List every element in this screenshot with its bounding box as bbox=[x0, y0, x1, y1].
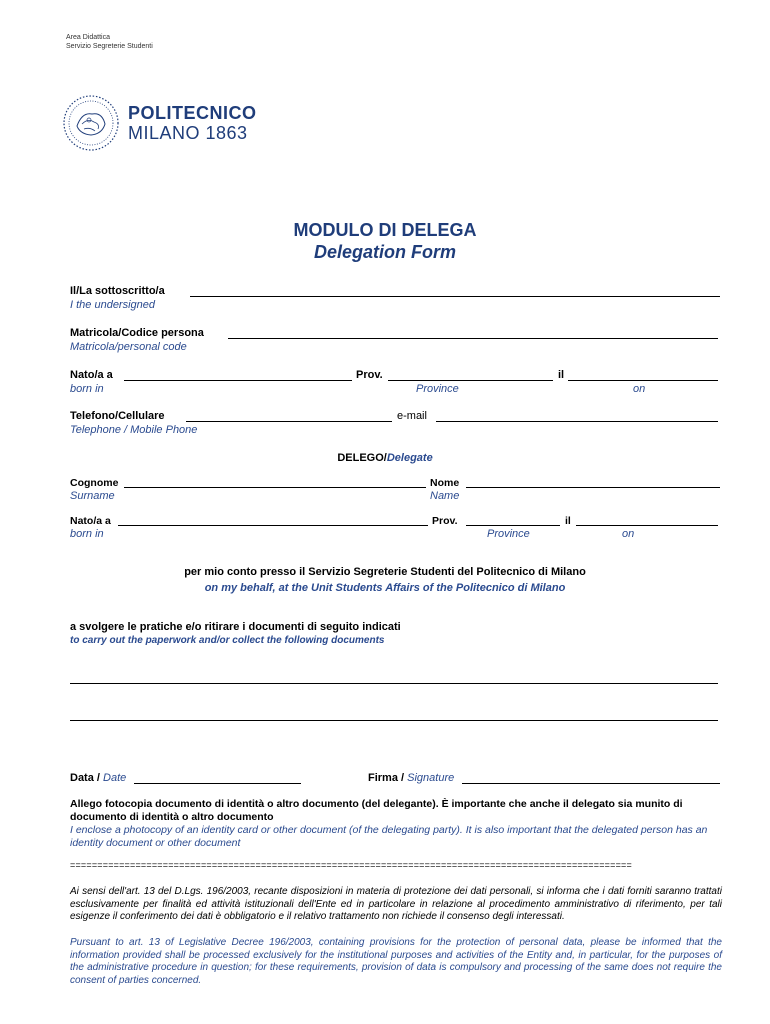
matricola-label: Matricola/Codice persona bbox=[70, 327, 204, 339]
email-label: e-mail bbox=[397, 410, 427, 422]
matricola-field[interactable] bbox=[228, 338, 718, 339]
attach-note-en: I enclose a photocopy of an identity card or other document (of the delegating party). It is also important that the delegated person has an identity document or other document bbox=[70, 824, 708, 849]
born-date-label: il bbox=[558, 369, 565, 381]
undersigned-sub: I the undersigned bbox=[70, 299, 156, 311]
born-prov-sub: Province bbox=[416, 383, 459, 395]
born-label: Nato/a a bbox=[70, 369, 113, 381]
undersigned-field[interactable] bbox=[190, 296, 720, 297]
signature-label-en: Signature bbox=[407, 772, 455, 784]
behalf-it: per mio conto presso il Servizio Segreterie Studenti del Politecnico di Milano bbox=[184, 566, 586, 578]
delegate-born-sub: born in bbox=[70, 528, 104, 540]
delegate-date-field[interactable] bbox=[576, 525, 718, 526]
department-header bbox=[66, 33, 153, 51]
date-label-it: Data / bbox=[70, 772, 100, 784]
date-field[interactable] bbox=[134, 783, 301, 784]
phone-field[interactable] bbox=[186, 421, 392, 422]
phone-sub: Telephone / Mobile Phone bbox=[70, 424, 198, 436]
undersigned-label: Il/La sottoscritto/a bbox=[70, 285, 165, 297]
delegate-born-label: Nato/a a bbox=[70, 515, 111, 527]
documents-line-2[interactable] bbox=[70, 720, 718, 721]
logo-text-politecnico: POLITECNICO bbox=[128, 103, 257, 123]
email-field[interactable] bbox=[436, 421, 718, 422]
delegate-prov-sub: Province bbox=[487, 528, 530, 540]
header-line-1: Area Didattica bbox=[66, 34, 110, 41]
task-en: to carry out the paperwork and/or collect the following documents bbox=[70, 635, 385, 646]
delegate-born-place-field[interactable] bbox=[118, 525, 428, 526]
separator: ======================================================================================================= bbox=[70, 860, 632, 870]
delego-heading bbox=[0, 452, 770, 464]
cognome-label: Cognome bbox=[70, 477, 119, 489]
logo-text-milano: MILANO 1863 bbox=[128, 123, 248, 143]
delego-heading-it: DELEGO/ bbox=[337, 452, 387, 464]
born-date-field[interactable] bbox=[568, 380, 718, 381]
delego-heading-en: Delegate bbox=[386, 452, 433, 464]
signature-label bbox=[368, 772, 454, 784]
delegate-date-label: il bbox=[565, 515, 571, 527]
politecnico-seal-icon bbox=[62, 94, 120, 152]
signature-field[interactable] bbox=[462, 783, 720, 784]
documents-line-1[interactable] bbox=[70, 683, 718, 684]
nome-label: Nome bbox=[430, 477, 460, 489]
born-prov-label: Prov. bbox=[356, 369, 383, 381]
nome-sub: Name bbox=[430, 490, 460, 502]
signature-label-it: Firma / bbox=[368, 772, 405, 784]
form-subtitle: Delegation Form bbox=[313, 242, 456, 262]
born-prov-field[interactable] bbox=[388, 380, 553, 381]
attach-note-it: Allego fotocopia documento di identità o altro documento (del delegante). È importante che anche il delegato sia munito di documento di identità o altro documento bbox=[70, 798, 683, 823]
phone-label: Telefono/Cellulare bbox=[70, 410, 165, 422]
privacy-en: Pursuant to art. 13 of Legislative Decree 196/2003, containing provisions for the protection of personal data, please be informed that the information provided shall be processed exclusively for the institutional purposes and activities of the Entity and, in particular, for the purposes of the administrative procedure in question; for these requirements, provision of data is compulsory and processing of the same does not require the consent of parties concerned. bbox=[70, 937, 722, 986]
privacy-it: Ai sensi dell'art. 13 del D.Lgs. 196/2003, recante disposizioni in materia di protezione dei dati personali, si informa che i dati forniti saranno trattati esclusivamente per finalità ed attività istituzionali dell'Ente ed in particolare in relazione al procedimento amministrativo di riferimento, per tali esigenze il conferimento dei dati è obbligatorio e il relativo trattamento non richiede il consenso degli interessati. bbox=[70, 886, 722, 922]
cognome-field[interactable] bbox=[124, 487, 426, 488]
task-it: a svolgere le pratiche e/o ritirare i documenti di seguito indicati bbox=[70, 621, 401, 633]
delegate-prov-field[interactable] bbox=[466, 525, 560, 526]
cognome-sub: Surname bbox=[70, 490, 115, 502]
matricola-sub: Matricola/personal code bbox=[70, 341, 187, 353]
date-label bbox=[70, 772, 126, 784]
behalf-en: on my behalf, at the Unit Students Affairs of the Politecnico di Milano bbox=[204, 582, 566, 594]
born-place-field[interactable] bbox=[124, 380, 352, 381]
delegate-on-sub: on bbox=[622, 528, 635, 540]
header-line-2: Servizio Segreterie Studenti bbox=[66, 43, 153, 50]
born-on-sub: on bbox=[633, 383, 646, 395]
date-label-en: Date bbox=[103, 772, 127, 784]
born-sub: born in bbox=[70, 383, 104, 395]
delegate-prov-label: Prov. bbox=[432, 515, 458, 527]
form-title: MODULO DI DELEGA bbox=[293, 220, 477, 240]
nome-field[interactable] bbox=[466, 487, 720, 488]
